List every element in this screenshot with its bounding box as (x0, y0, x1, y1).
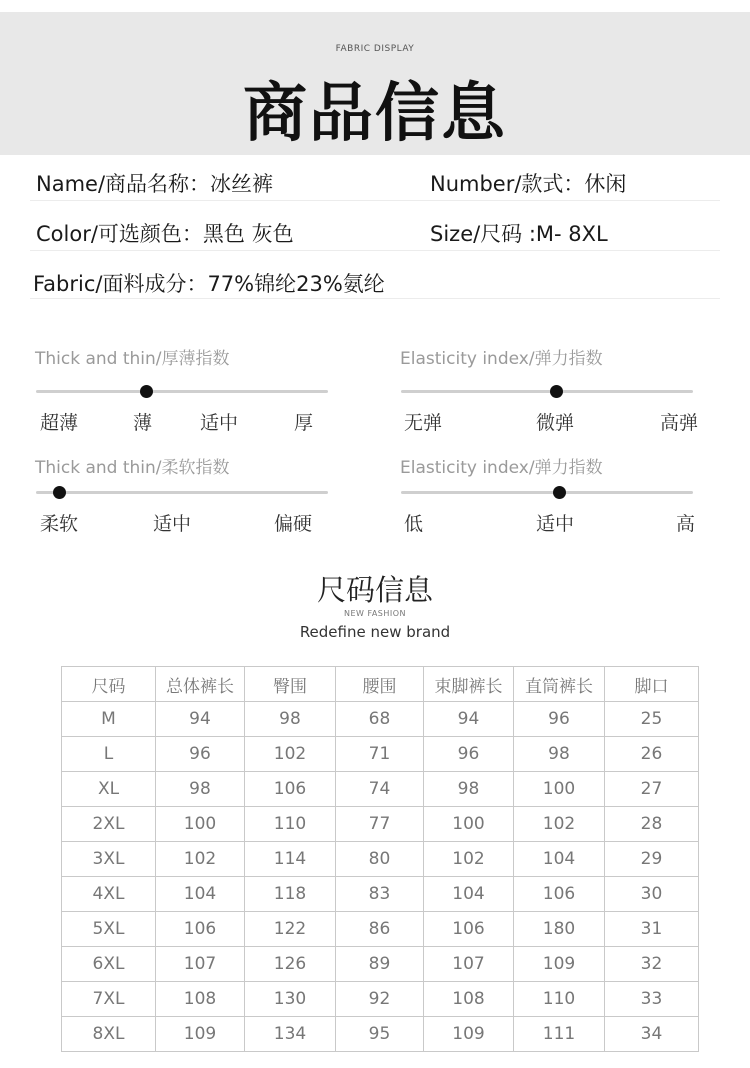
table-cell: 102 (424, 842, 514, 877)
softness-scale-indicator (53, 486, 66, 499)
softness-scale-track (36, 491, 328, 494)
table-cell: 96 (514, 702, 605, 737)
size-section-title: 尺码信息 (316, 573, 433, 607)
table-cell: XL (62, 772, 156, 807)
table-cell: 34 (605, 1017, 699, 1052)
table-cell: 94 (156, 702, 245, 737)
table-header-cell: 总体裤长 (156, 667, 245, 702)
elasticity2-label-low: 低 (404, 513, 424, 535)
elasticity-scale-title: Elasticity index/弹力指数 (400, 349, 603, 369)
table-row (62, 772, 699, 807)
table-row (62, 982, 699, 1017)
table-cell: 29 (605, 842, 699, 877)
table-header-cell: 臀围 (245, 667, 336, 702)
table-cell: 7XL (62, 982, 156, 1017)
table-cell: 4XL (62, 877, 156, 912)
softness-scale-title: Thick and thin/柔软指数 (35, 458, 230, 478)
softness-label-stiff: 偏硬 (274, 513, 313, 535)
table-header-cell: 脚口 (605, 667, 699, 702)
table-cell: 31 (605, 912, 699, 947)
info-color: Color/可选颜色：黑色 灰色 (36, 222, 294, 246)
thickness-scale-title: Thick and thin/厚薄指数 (35, 349, 230, 369)
info-divider (30, 250, 720, 251)
table-cell: 89 (336, 947, 424, 982)
elasticity-scale-indicator (550, 385, 563, 398)
size-table (61, 666, 699, 1052)
table-cell: 100 (156, 807, 245, 842)
table-cell: 104 (514, 842, 605, 877)
table-cell: 106 (514, 877, 605, 912)
info-divider (30, 200, 720, 201)
table-cell: 106 (245, 772, 336, 807)
info-name: Name/商品名称：冰丝裤 (36, 172, 274, 196)
table-cell: 98 (245, 702, 336, 737)
table-cell: 109 (424, 1017, 514, 1052)
page-title: 商品信息 (243, 77, 507, 151)
table-header-cell: 腰围 (336, 667, 424, 702)
table-cell: 92 (336, 982, 424, 1017)
table-cell: 68 (336, 702, 424, 737)
table-cell: 109 (514, 947, 605, 982)
table-row (62, 842, 699, 877)
table-row (62, 947, 699, 982)
table-cell: 102 (245, 737, 336, 772)
elasticity2-scale-title: Elasticity index/弹力指数 (400, 458, 603, 478)
size-section-slogan: Redefine new brand (299, 623, 451, 641)
table-cell: 2XL (62, 807, 156, 842)
table-cell: 80 (336, 842, 424, 877)
table-cell: 110 (514, 982, 605, 1017)
table-row (62, 737, 699, 772)
table-cell: L (62, 737, 156, 772)
table-cell: 26 (605, 737, 699, 772)
table-cell: 106 (156, 912, 245, 947)
fabric-display-caption: FABRIC DISPLAY (335, 44, 415, 54)
elasticity-label-slight: 微弹 (536, 412, 575, 434)
info-divider (30, 298, 720, 299)
elasticity-label-high: 高弹 (660, 412, 699, 434)
table-cell: 98 (156, 772, 245, 807)
table-cell: 108 (424, 982, 514, 1017)
thickness-scale-track (36, 390, 328, 393)
table-cell: 25 (605, 702, 699, 737)
elasticity2-scale-track (401, 491, 693, 494)
table-cell: 122 (245, 912, 336, 947)
thickness-label-thick: 厚 (294, 412, 314, 434)
table-row (62, 702, 699, 737)
table-cell: 134 (245, 1017, 336, 1052)
table-cell: 104 (156, 877, 245, 912)
info-fabric: Fabric/面料成分：77%锦纶23%氨纶 (33, 272, 385, 296)
table-header-row (62, 667, 699, 702)
table-cell: 118 (245, 877, 336, 912)
table-header-cell: 尺码 (62, 667, 156, 702)
elasticity2-label-medium: 适中 (536, 513, 575, 535)
table-cell: 98 (514, 737, 605, 772)
table-cell: 111 (514, 1017, 605, 1052)
table-cell: 109 (156, 1017, 245, 1052)
table-cell: 98 (424, 772, 514, 807)
table-cell: 32 (605, 947, 699, 982)
elasticity2-label-high: 高 (676, 513, 696, 535)
table-cell: 95 (336, 1017, 424, 1052)
thickness-label-ultra-thin: 超薄 (40, 412, 79, 434)
table-cell: 126 (245, 947, 336, 982)
thickness-label-thin: 薄 (133, 412, 153, 434)
table-cell: 27 (605, 772, 699, 807)
table-cell: 86 (336, 912, 424, 947)
thickness-label-medium: 适中 (200, 412, 239, 434)
table-cell: 96 (424, 737, 514, 772)
table-header-cell: 束脚裤长 (424, 667, 514, 702)
info-size: Size/尺码 :M- 8XL (430, 222, 608, 246)
table-cell: 102 (514, 807, 605, 842)
table-cell: 106 (424, 912, 514, 947)
table-cell: 100 (514, 772, 605, 807)
table-cell: 71 (336, 737, 424, 772)
elasticity-scale-track (401, 390, 693, 393)
softness-label-soft: 柔软 (40, 513, 79, 535)
table-cell: 130 (245, 982, 336, 1017)
table-cell: 94 (424, 702, 514, 737)
table-cell: 114 (245, 842, 336, 877)
table-cell: 100 (424, 807, 514, 842)
table-cell: 96 (156, 737, 245, 772)
table-cell: 107 (156, 947, 245, 982)
table-cell: 83 (336, 877, 424, 912)
table-row (62, 877, 699, 912)
table-row (62, 912, 699, 947)
size-section-tagline: NEW FASHION (343, 609, 407, 618)
table-cell: M (62, 702, 156, 737)
table-cell: 33 (605, 982, 699, 1017)
table-cell: 8XL (62, 1017, 156, 1052)
table-row (62, 1017, 699, 1052)
table-cell: 3XL (62, 842, 156, 877)
table-cell: 107 (424, 947, 514, 982)
table-cell: 6XL (62, 947, 156, 982)
table-cell: 102 (156, 842, 245, 877)
elasticity-label-none: 无弹 (404, 412, 443, 434)
table-cell: 28 (605, 807, 699, 842)
elasticity2-scale-indicator (553, 486, 566, 499)
table-cell: 108 (156, 982, 245, 1017)
softness-label-medium: 适中 (153, 513, 192, 535)
table-cell: 30 (605, 877, 699, 912)
table-cell: 74 (336, 772, 424, 807)
table-cell: 5XL (62, 912, 156, 947)
table-row (62, 807, 699, 842)
table-cell: 110 (245, 807, 336, 842)
top-margin (0, 0, 750, 12)
table-cell: 104 (424, 877, 514, 912)
table-header-cell: 直筒裤长 (514, 667, 605, 702)
thickness-scale-indicator (140, 385, 153, 398)
info-number: Number/款式：休闲 (430, 172, 627, 196)
table-cell: 180 (514, 912, 605, 947)
table-cell: 77 (336, 807, 424, 842)
